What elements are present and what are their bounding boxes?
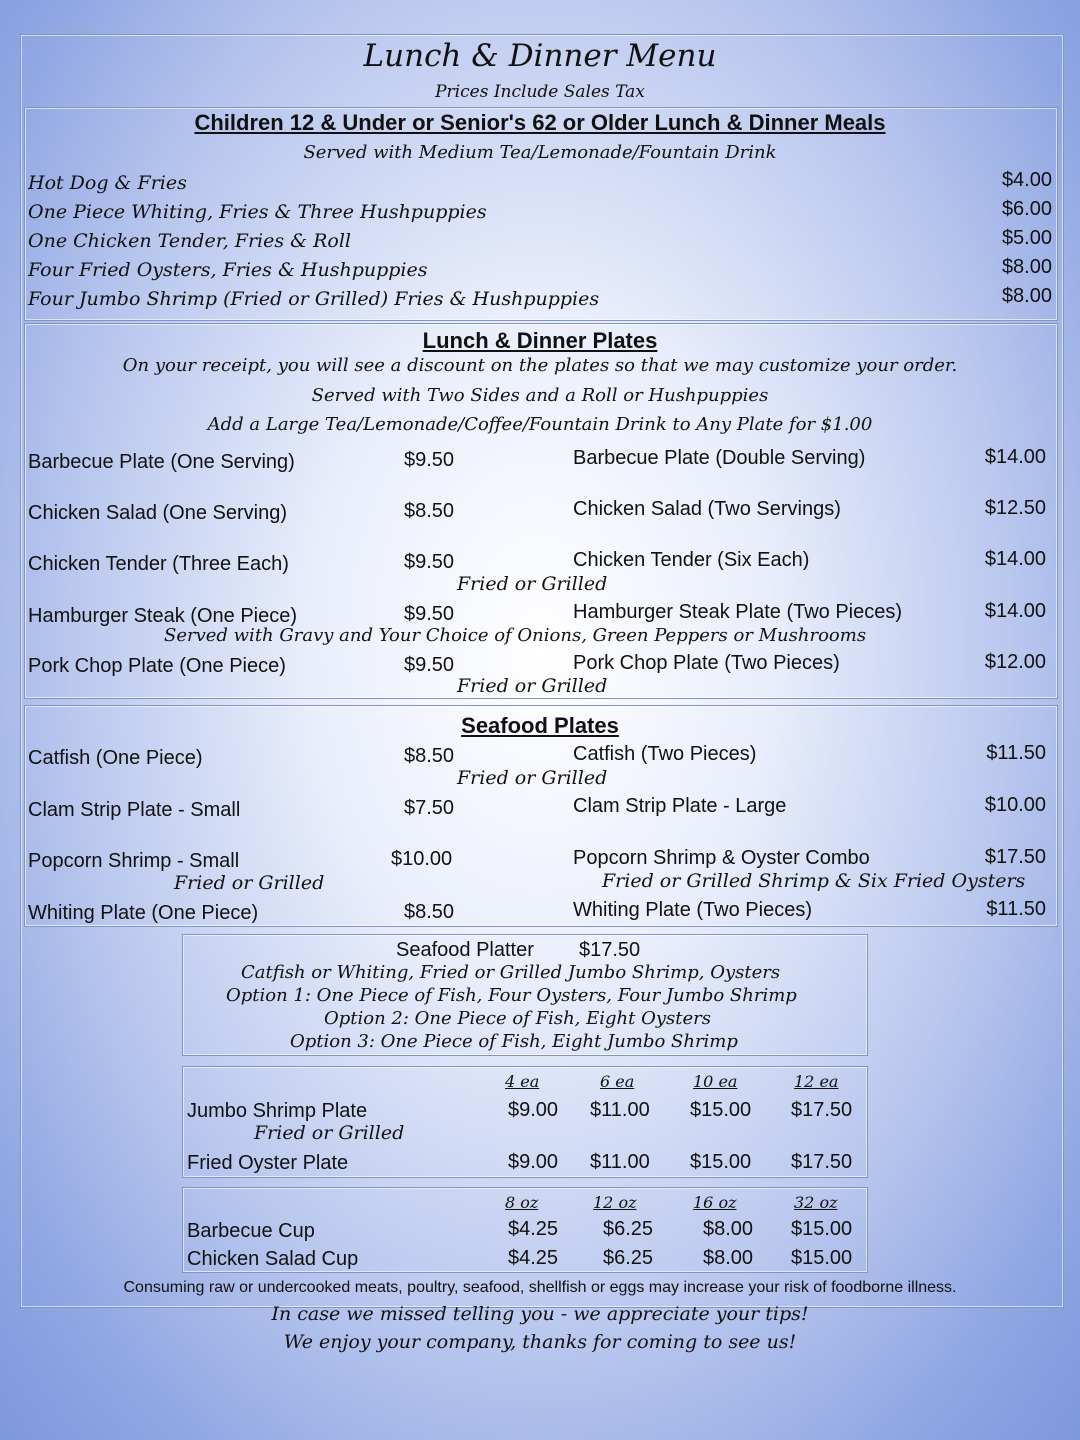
cup-price: $4.25 — [508, 1218, 559, 1240]
page-title: Lunch & Dinner Menu — [363, 38, 717, 74]
seafood-right-name: Clam Strip Plate - Large — [573, 795, 787, 817]
children-item-price: $8.00 — [1001, 256, 1052, 278]
plate-right-price: $14.00 — [984, 600, 1046, 622]
cup-price: $6.25 — [603, 1247, 654, 1269]
shrimp-price: $17.50 — [791, 1151, 853, 1173]
plate-left-price: $8.50 — [404, 500, 455, 522]
plate-left-name: Hamburger Steak (One Piece) — [28, 605, 298, 627]
cup-col-header: 32 oz — [794, 1193, 838, 1212]
plate-right-name: Pork Chop Plate (Two Pieces) — [573, 652, 840, 674]
platter-line: Option 1: One Piece of Fish, Four Oysters, Four Jumbo Shrimp — [226, 985, 797, 1006]
cup-price: $15.00 — [791, 1218, 853, 1240]
platter-line: Option 3: One Piece of Fish, Eight Jumbo Shrimp — [290, 1031, 738, 1052]
platter-price: $17.50 — [579, 939, 641, 961]
shrimp-price: $17.50 — [791, 1099, 853, 1121]
plate-left-price: $9.50 — [404, 551, 455, 573]
plate-left-price: $9.50 — [404, 449, 455, 471]
seafood-heading: Seafood Plates — [461, 713, 619, 738]
seafood-right-name: Catfish (Two Pieces) — [573, 743, 757, 765]
shrimp-col-header: 10 ea — [693, 1072, 738, 1091]
shrimp-price: $11.00 — [590, 1099, 650, 1121]
seafood-note: Fried or Grilled — [457, 767, 608, 789]
seafood-left-price: $7.50 — [404, 797, 455, 819]
plate-right-price: $14.00 — [984, 548, 1046, 570]
shrimp-price: $11.00 — [590, 1151, 650, 1173]
plate-note: Served with Gravy and Your Choice of Onions, Green Peppers or Mushrooms — [164, 625, 867, 646]
children-item-name: Hot Dog & Fries — [28, 172, 187, 194]
seafood-left-price: $8.50 — [404, 901, 455, 923]
cup-price: $8.00 — [703, 1247, 754, 1269]
plate-right-price: $14.00 — [984, 446, 1046, 468]
children-item-name: One Piece Whiting, Fries & Three Hushpuppies — [28, 201, 487, 223]
page-subtitle: Prices Include Sales Tax — [435, 82, 645, 102]
shrimp-col-header: 6 ea — [600, 1072, 635, 1091]
plate-right-name: Barbecue Plate (Double Serving) — [573, 447, 866, 469]
cup-price: $4.25 — [508, 1247, 559, 1269]
plate-left-name: Pork Chop Plate (One Piece) — [28, 655, 286, 677]
health-warning: Consuming raw or undercooked meats, poultry, seafood, shellfish or eggs may increase your risk of foodborne illness. — [123, 1279, 957, 1296]
plates-note: Add a Large Tea/Lemonade/Coffee/Fountain Drink to Any Plate for $1.00 — [207, 414, 873, 435]
plate-right-name: Hamburger Steak Plate (Two Pieces) — [573, 601, 903, 623]
seafood-left-name: Whiting Plate (One Piece) — [28, 902, 259, 924]
plates-heading: Lunch & Dinner Plates — [422, 328, 658, 353]
seafood-right-price: $11.50 — [986, 898, 1046, 920]
shrimp-price: $15.00 — [690, 1151, 752, 1173]
shrimp-price: $9.00 — [508, 1151, 559, 1173]
cup-price: $15.00 — [791, 1247, 853, 1269]
cup-price: $8.00 — [703, 1218, 754, 1240]
seafood-note: Fried or Grilled — [174, 872, 325, 894]
cup-price: $6.25 — [603, 1218, 654, 1240]
plate-note: Fried or Grilled — [457, 573, 608, 595]
seafood-right-price: $17.50 — [984, 846, 1046, 868]
children-item-name: One Chicken Tender, Fries & Roll — [28, 230, 352, 252]
shrimp-price: $9.00 — [508, 1099, 559, 1121]
children-heading: Children 12 & Under or Senior's 62 or Older Lunch & Dinner Meals — [194, 110, 886, 135]
cup-col-header: 8 oz — [505, 1193, 539, 1212]
plate-left-name: Chicken Salad (One Serving) — [28, 502, 288, 524]
shrimp-col-header: 12 ea — [794, 1072, 839, 1091]
cup-col-header: 12 oz — [593, 1193, 637, 1212]
corner-note: MARY RAY 2023 — [42, 28, 96, 35]
plate-left-price: $9.50 — [404, 603, 455, 625]
shrimp-col-header: 4 ea — [505, 1072, 540, 1091]
children-item-name: Four Fried Oysters, Fries & Hushpuppies — [28, 259, 428, 281]
children-item-price: $4.00 — [1001, 169, 1052, 191]
seafood-left-name: Popcorn Shrimp - Small — [28, 850, 240, 872]
plate-right-price: $12.00 — [984, 651, 1046, 673]
seafood-left-name: Catfish (One Piece) — [28, 747, 203, 769]
plates-note: Served with Two Sides and a Roll or Hushpuppies — [311, 385, 769, 406]
plate-left-name: Chicken Tender (Three Each) — [28, 553, 289, 575]
seafood-right-name: Whiting Plate (Two Pieces) — [573, 899, 812, 921]
cup-row-name: Chicken Salad Cup — [187, 1248, 359, 1270]
children-subheading: Served with Medium Tea/Lemonade/Fountain Drink — [303, 142, 777, 163]
plates-note: On your receipt, you will see a discount on the plates so that we may customize your order. — [122, 355, 958, 376]
seafood-left-price: $8.50 — [404, 745, 455, 767]
children-item-price: $8.00 — [1001, 285, 1052, 307]
seafood-left-name: Clam Strip Plate - Small — [28, 799, 241, 821]
platter-line: Catfish or Whiting, Fried or Grilled Jumbo Shrimp, Oysters — [241, 962, 781, 983]
cup-row-name: Barbecue Cup — [187, 1220, 315, 1242]
seafood-note: Fried or Grilled Shrimp & Six Fried Oysters — [602, 870, 1026, 892]
shrimp-row-name: Jumbo Shrimp Plate — [187, 1100, 368, 1122]
plate-right-price: $12.50 — [984, 497, 1046, 519]
seafood-right-price: $10.00 — [984, 794, 1046, 816]
shrimp-price: $15.00 — [690, 1099, 752, 1121]
seafood-right-name: Popcorn Shrimp & Oyster Combo — [573, 847, 870, 869]
shrimp-note: Fried or Grilled — [254, 1122, 405, 1144]
plate-left-name: Barbecue Plate (One Serving) — [28, 451, 295, 473]
thanks-note: We enjoy your company, thanks for coming to see us! — [283, 1331, 797, 1353]
children-item-price: $5.00 — [1001, 227, 1052, 249]
seafood-left-price: $10.00 — [391, 848, 453, 870]
plate-note: Fried or Grilled — [457, 675, 608, 697]
platter-line: Option 2: One Piece of Fish, Eight Oysters — [324, 1008, 711, 1029]
children-item-price: $6.00 — [1001, 198, 1052, 220]
plate-left-price: $9.50 — [404, 654, 455, 676]
plate-right-name: Chicken Salad (Two Servings) — [573, 498, 841, 520]
tips-note: In case we missed telling you - we appreciate your tips! — [271, 1303, 809, 1325]
seafood-right-price: $11.50 — [986, 742, 1046, 764]
plate-right-name: Chicken Tender (Six Each) — [573, 549, 810, 571]
shrimp-row-name: Fried Oyster Plate — [187, 1152, 349, 1174]
children-item-name: Four Jumbo Shrimp (Fried or Grilled) Fries & Hushpuppies — [28, 288, 600, 310]
platter-title: Seafood Platter — [396, 939, 534, 961]
cup-col-header: 16 oz — [693, 1193, 737, 1212]
